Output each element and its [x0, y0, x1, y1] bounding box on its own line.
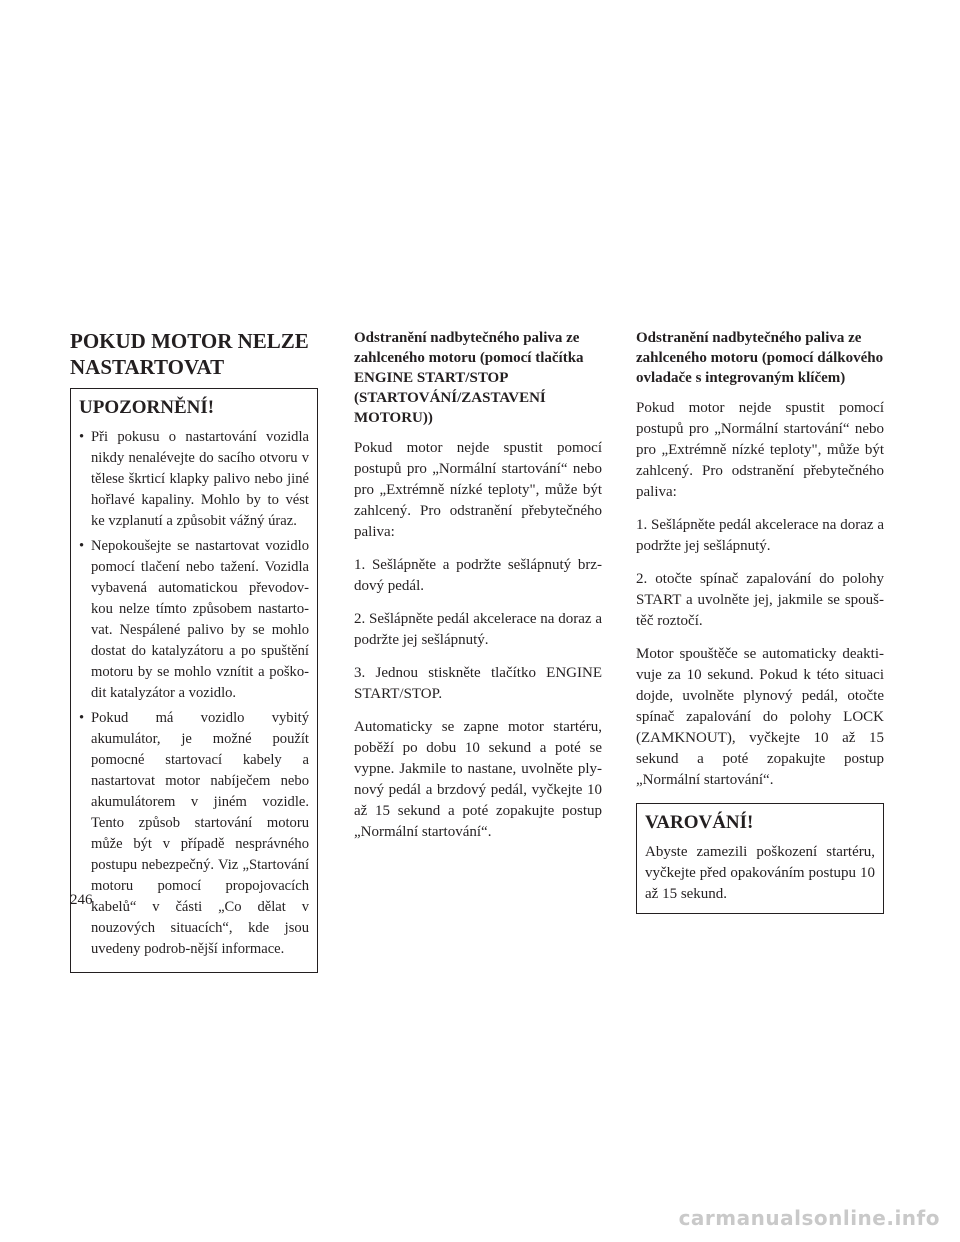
middle-column: [354, 328, 602, 855]
step-2: 2. otočte spínač zapalování do polohy START a uvolněte jej, jakmile se spouš-těč roztočí.: [636, 571, 884, 629]
caution-box-text: Abyste zamezili poškození startéru, vyčkejte před opakováním postupu 10 až 15 sekund.: [645, 844, 875, 902]
warning-item-text: Při pokusu o nastartování vozidla nikdy nenalévejte do sacího otvoru v tělese škrticí klapky palivo nebo jiné hořlavé kapaliny. Mohlo by to vést ke vzplanutí a způsobit vážný úraz.: [91, 429, 309, 529]
step-1: 1. Sešlápněte pedál akcelerace na doraz a podržte jej sešlápnutý.: [636, 517, 884, 554]
section-title-line1: POKUD MOTOR NELZE: [70, 329, 309, 353]
heading-line: Odstranění nadbytečného paliva ze: [354, 330, 580, 346]
warning-box-title: UPOZORNĚNÍ!: [79, 397, 215, 418]
warning-list: [79, 427, 309, 960]
heading-line: ovladače s integrovaným klíčem): [636, 370, 846, 386]
flooded-engine-button-heading: [354, 328, 602, 428]
heading-line: Odstranění nadbytečného paliva ze: [636, 330, 862, 346]
paragraph: Pokud motor nejde spustit pomocí postupů pro „Normální startování“ nebo pro „Extrémně nízké teploty", může být zahlcený. Pro odstranění přebytečného paliva:: [354, 440, 602, 540]
warning-box: [70, 388, 318, 973]
caution-box: [636, 803, 884, 914]
paragraph: Automaticky se zapne motor startéru, poběží po dobu 10 sekund a poté se vypne. Jakmile to nastane, uvolněte ply-nový pedál a brzdový pedál, vyčkejte 10 až 15 sekund a poté zopakujte postup „Normální startování“.: [354, 719, 602, 840]
warning-item: [79, 536, 309, 704]
warning-item: [79, 708, 309, 960]
right-column: [636, 328, 884, 914]
warning-item: [79, 427, 309, 532]
page-number: 246: [70, 892, 93, 908]
paragraph: Pokud motor nejde spustit pomocí postupů pro „Normální startování“ nebo pro „Extrémně nízké teploty", může být zahlcený. Pro odstranění přebytečného paliva:: [636, 400, 884, 500]
section-title-line2: NASTARTOVAT: [70, 355, 225, 379]
paragraph: Motor spouštěče se automaticky deakti-vuje za 10 sekund. Pokud k této situaci dojde, uvolněte plynový pedál, otočte spínač zapalování do polohy LOCK (ZAMKNOUT), vyčkejte 10 až 15 sekund a poté zopakujte postup „Normální startování“.: [636, 646, 884, 788]
step-3: 3. Jednou stiskněte tlačítko ENGINE START/STOP.: [354, 665, 602, 702]
step-2: 2. Sešlápněte pedál akcelerace na doraz a podržte jej sešlápnutý.: [354, 611, 602, 648]
warning-item-text: Nepokoušejte se nastartovat vozidlo pomocí tlačení nebo tažení. Vozidla vybavená automatickou převodov-kou nelze tímto způsobem nastarto-vat. Nespálené palivo by se mohlo dostat do katalyzátoru a po spuštění motoru by se mohlo vznítit a poško-dit katalyzátor a vozidlo.: [91, 538, 309, 701]
step-1: 1. Sešlápněte a podržte sešlápnutý brz-dový pedál.: [354, 557, 602, 594]
bullet-icon: •: [79, 429, 85, 445]
heading-line: (STARTOVÁNÍ/ZASTAVENÍ: [354, 390, 546, 406]
flooded-engine-key-fob-heading: [636, 328, 884, 388]
watermark: carmanualsonline.info: [678, 1206, 940, 1230]
left-column: [70, 328, 318, 973]
caution-box-title: VAROVÁNÍ!: [645, 812, 754, 833]
heading-line: ENGINE START/STOP: [354, 370, 509, 386]
bullet-icon: •: [79, 538, 85, 554]
heading-line: MOTORU)): [354, 410, 433, 426]
bullet-icon: •: [79, 710, 85, 726]
warning-item-text: Pokud má vozidlo vybitý akumulátor, je možné použít pomocné startovací kabely a nastartovat motor nabíječem nebo akumulátorem v jiném vozidle. Tento způsob startování motoru může být v případě nesprávného postupu nebezpečný. Viz „Startování motoru pomocí propojovacích kabelů“ v části „Co dělat v nouzových situacích“, kde jsou uvedeny podrob-nější informace.: [91, 710, 309, 957]
heading-line: zahlceného motoru (pomocí tlačítka: [354, 350, 584, 366]
section-title: [70, 328, 318, 380]
heading-line: zahlceného motoru (pomocí dálkového: [636, 350, 884, 366]
